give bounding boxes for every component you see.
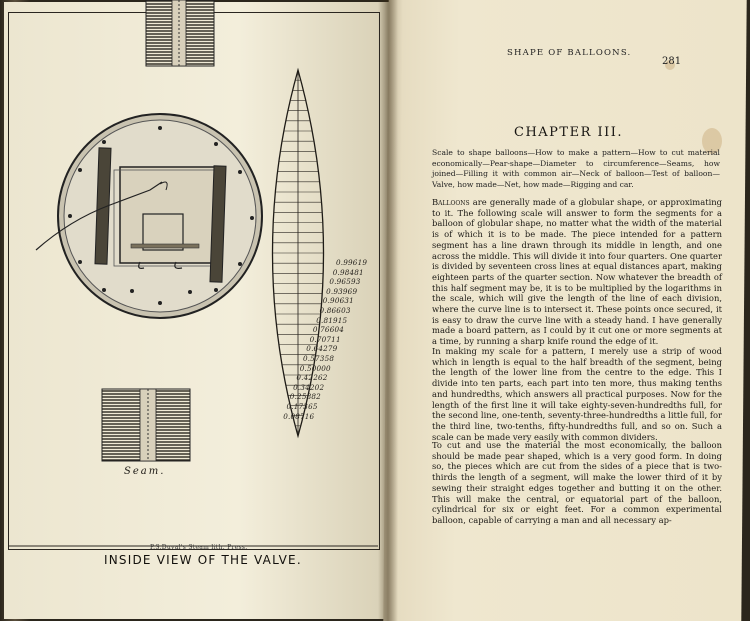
scale-ratio: 0.96593 [329, 277, 361, 287]
scale-ratio: 0.50000 [299, 363, 331, 373]
scale-ratio: 0.64279 [306, 344, 338, 354]
paragraph-text: To cut and use the material the most economically, the balloon should be made pear shaped, which is a very good form. In doing so, the pieces which are cut from the sides of a piece that is two-thirds the length of a segment, will make the lower third of it by sewing their straight edges together and butting it on the other. This will make the central, or equatorial part of the balloon, cylindrical for six or eight feet. For a common experimental balloon, capable of carrying a man and all necessary ap- [432, 440, 722, 525]
scale-ratio: 0.17365 [286, 402, 318, 411]
printer-credit: P.S.Duval's Steam lith. Press. [150, 544, 248, 551]
scale-ratio: 0.57358 [303, 354, 335, 363]
page-number: 281 [662, 56, 682, 67]
scale-ratio: 0.34202 [293, 382, 325, 392]
scale-ratio: 0.99619 [336, 258, 368, 267]
seam-label: Seam. [124, 466, 166, 477]
valve-drawing [36, 114, 262, 318]
chapter-title: CHAPTER III. [514, 125, 624, 140]
scale-ratio: 0.86603 [319, 306, 351, 315]
seam-sample-bottom [102, 389, 190, 461]
paragraph-text: are generally made of a globular shape, or approximating to it. The following scale will answer to form the segments for a balloon of globular shape, no matter what the width of the material is of which it is to be made. The piece intended for a pattern segment has a line drawn through its middle in length, and one across the middle. This will divide it into four quarters. One quarter is divided by seventeen cross lines at equal distances apart, making eighteen parts of the quarter section. Now whatever the breadth of this half segment may be, it is to be multiplied by the logarithms in the scale, which will give the length of the line of each division, where the curve line is to intersect it. These points once secured, it is easy to draw the curve line with a steady hand. I have generally made a board pattern, as I could by it cut one or more segments at a time, by running a sharp knife round the edge of it. [432, 197, 722, 347]
plate-caption: INSIDE VIEW OF THE VALVE. [104, 553, 302, 567]
scale-ratio: 0.98481 [332, 267, 364, 277]
paragraph [432, 346, 722, 442]
scale-ratio: 0.81915 [316, 315, 348, 325]
scale-ratio: 0.25882 [289, 392, 321, 402]
scale-ratio: 0.93969 [326, 286, 358, 296]
scale-ratio: 0.08716 [283, 411, 315, 421]
scale-ratio: 0.70711 [309, 334, 341, 344]
scale-ratio: 0.90631 [322, 296, 354, 306]
paragraph-text: In making my scale for a pattern, I merely use a strip of wood which in length is equal to the half breadth of the segment, being the length of the lower line from the centre to the edge. This I divide into ten parts, each part into ten more, thus making tenths and hundredths, which answers all practical purposes. Now for the length of the first line it will take eighty-seven-hundredths full, for the second line, one-tenth, seventy-three-hundredths a little full, for the third line, two-tenths, fifty-hundredths full, and so on. Such a scale can be made very easily with common dividers. [432, 346, 722, 442]
seam-sample-top [146, 0, 214, 66]
chapter-synopsis: Scale to shape balloons—How to make a pattern—How to cut material economically—Pear-shape—Diameter to circumference—Seams, how joined—Filling it with common air—Neck of balloon—Test of balloon—Valve, how made—Net, how made—Rigging and car. [432, 148, 720, 189]
paragraph-lead: Balloons [432, 197, 470, 207]
scale-ratio: 0.76604 [312, 325, 345, 335]
paragraph [432, 197, 722, 347]
paragraph [432, 440, 722, 526]
running-head: SHAPE OF BALLOONS. [507, 48, 632, 58]
scale-ratio: 0.42262 [296, 373, 328, 383]
